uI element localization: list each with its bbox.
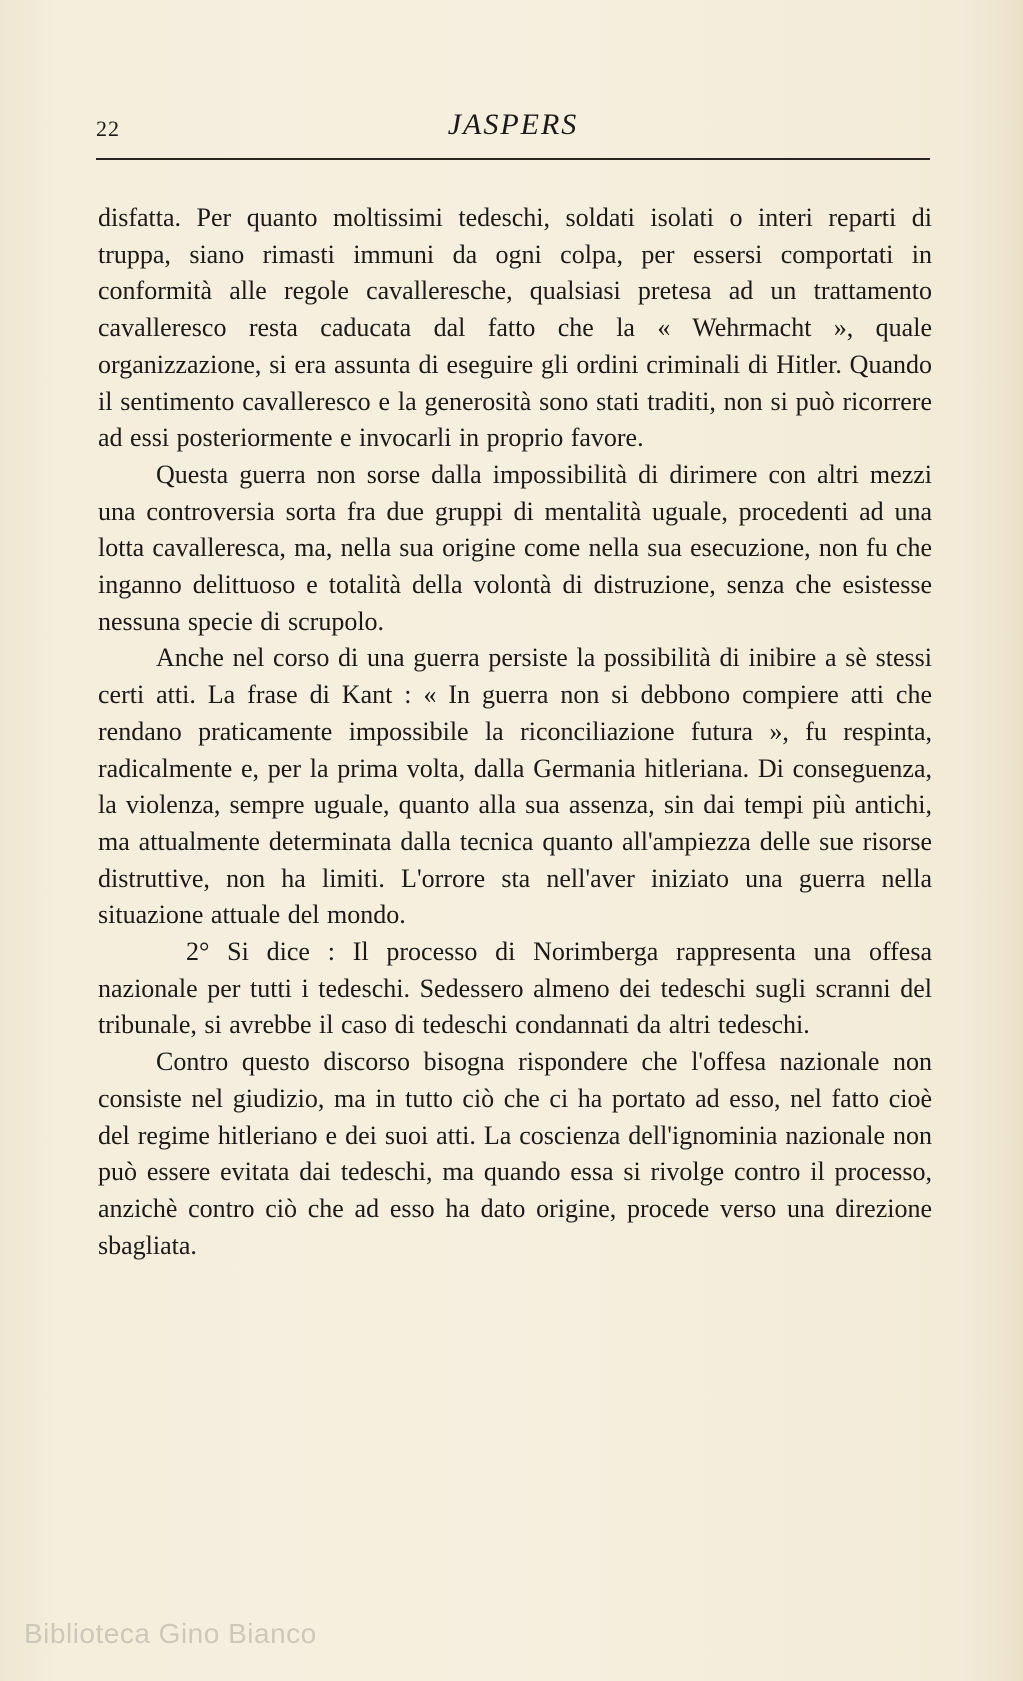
paragraph: Anche nel corso di una guerra persiste la possibilità di inibire a sè stessi certi atti. La frase di Kant : « In guerra non si debbono compiere atti che rendano praticamente impossibile la riconciliazione futura », fu respinta, radicalmente e, per la prima volta, dalla Germania hitleriana. Di conseguenza, la violenza, sempre uguale, quanto alla sua assenza, sin dai tempi più antichi, ma attualmente determinata dalla tecnica quanto all'ampiezza delle sue risorse distruttive, non ha limiti. L'orrore sta nell'aver iniziato una guerra nella situazione attuale del mondo. [98,643,932,930]
paragraph: Contro questo discorso bisogna rispondere che l'offesa nazionale non consiste nel giudizio, ma in tutto ciò che ci ha portato ad esso, nel fatto cioè del regime hitleriano e dei suoi atti. La coscienza dell'ignominia nazionale non può essere evitata dai tedeschi, ma quando essa si rivolge contro il processo, anzichè contro ciò che ad esso ha dato origine, procede verso una direzione sbagliata. [98,1047,932,1260]
body-text [98,200,932,1264]
running-head: JASPERS [447,108,579,141]
library-watermark: Biblioteca Gino Bianco [24,1618,317,1649]
page-header [96,108,930,150]
page-number: 22 [96,116,120,141]
paragraph: disfatta. Per quanto moltissimi tedeschi, soldati isolati o interi reparti di truppa, siano rimasti immuni da ogni colpa, per essersi comportati in conformità alle regole cavalleresche, qualsiasi pretesa ad un trattamento cavalleresco resta caducata dal fatto che la « Wehrmacht », quale organizzazione, si era assunta di eseguire gli ordini criminali di Hitler. Quando il sentimento cavalleresco e la generosità sono stati traditi, non si può ricorrere ad essi posteriormente e invocarli in proprio favore. [98,203,932,453]
paragraph: 2° Si dice : Il processo di Norimberga rappresenta una offesa nazionale per tutti i tedeschi. Sedessero almeno dei tedeschi sugli scranni del tribunale, si avrebbe il caso di tedeschi condannati da altri tedeschi. [98,937,932,1040]
header-rule [96,158,930,160]
paragraph: Questa guerra non sorse dalla impossibilità di dirimere con altri mezzi una controversia sorta fra due gruppi di mentalità uguale, procedenti ad una lotta cavalleresca, ma, nella sua origine come nella sua esecuzione, non fu che inganno delittuoso e totalità della volontà di distruzione, senza che esistesse nessuna specie di scrupolo. [98,459,932,636]
